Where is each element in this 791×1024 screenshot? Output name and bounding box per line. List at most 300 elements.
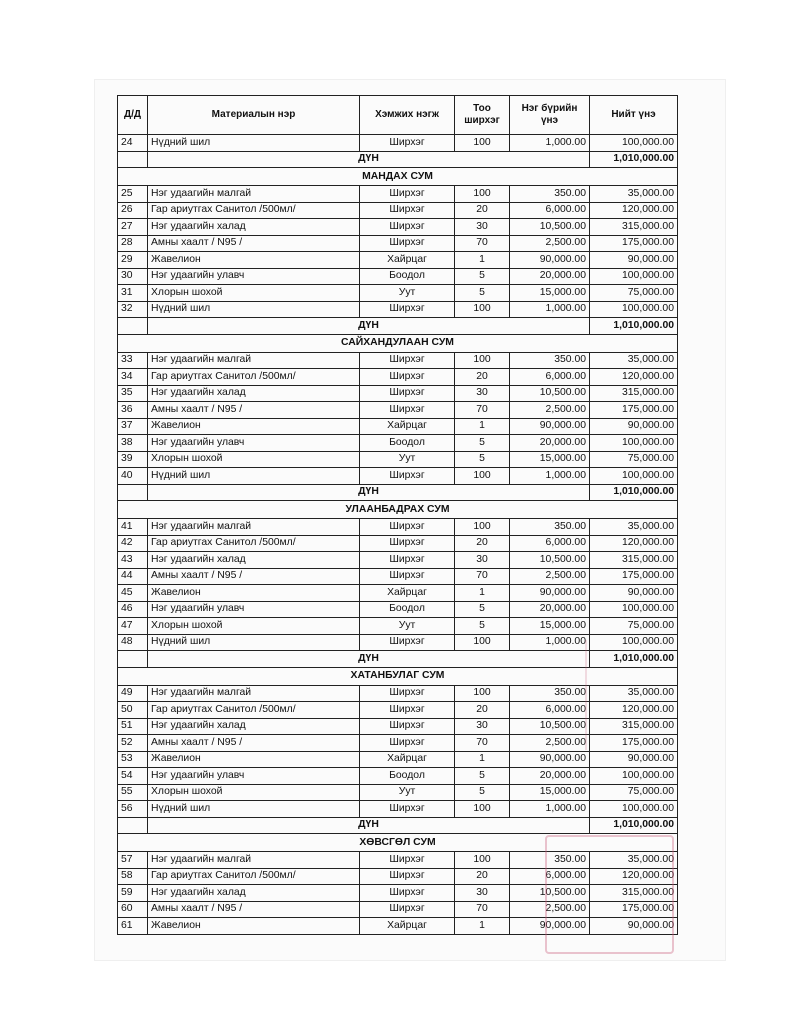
table-row: [118, 552, 678, 569]
header-unit: Хэмжих нэгж: [360, 96, 455, 135]
row-qty: 1: [455, 252, 510, 269]
row-price: 15,000.00: [510, 451, 590, 468]
row-no: 60: [118, 901, 148, 918]
row-qty: 1: [455, 918, 510, 935]
row-total: 100,000.00: [590, 601, 678, 618]
row-no: 40: [118, 468, 148, 485]
row-unit: Ширхэг: [360, 402, 455, 419]
row-name: Гар ариутгах Санитол /500мл/: [148, 868, 360, 885]
row-qty: 1: [455, 418, 510, 435]
row-qty: 30: [455, 552, 510, 569]
row-price: 6,000.00: [510, 202, 590, 219]
section-title: УЛААНБАДРАХ СУМ: [118, 501, 678, 519]
row-no: 57: [118, 852, 148, 869]
row-total: 120,000.00: [590, 202, 678, 219]
header-name: Материалын нэр: [148, 96, 360, 135]
table-row: [118, 568, 678, 585]
row-qty: 20: [455, 202, 510, 219]
row-price: 1,000.00: [510, 135, 590, 152]
row-unit: Боодол: [360, 768, 455, 785]
row-price: 350.00: [510, 186, 590, 203]
row-total: 90,000.00: [590, 418, 678, 435]
row-no: 45: [118, 585, 148, 602]
row-unit: Хайрцаг: [360, 918, 455, 935]
row-name: Нүдний шил: [148, 135, 360, 152]
row-no: 53: [118, 751, 148, 768]
row-unit: Ширхэг: [360, 901, 455, 918]
row-qty: 20: [455, 535, 510, 552]
row-qty: 30: [455, 219, 510, 236]
row-unit: Ширхэг: [360, 219, 455, 236]
row-qty: 100: [455, 685, 510, 702]
header-row: [118, 96, 678, 135]
row-total: 120,000.00: [590, 702, 678, 719]
row-unit: Ширхэг: [360, 885, 455, 902]
row-total: 100,000.00: [590, 634, 678, 651]
row-no: 34: [118, 369, 148, 386]
row-unit: Ширхэг: [360, 552, 455, 569]
row-price: 15,000.00: [510, 618, 590, 635]
row-qty: 5: [455, 784, 510, 801]
row-no: 37: [118, 418, 148, 435]
row-no: 28: [118, 235, 148, 252]
row-unit: Уут: [360, 451, 455, 468]
table-row: [118, 352, 678, 369]
row-total: 35,000.00: [590, 352, 678, 369]
table-row: [118, 784, 678, 801]
row-price: 2,500.00: [510, 568, 590, 585]
row-price: 90,000.00: [510, 751, 590, 768]
row-name: Нүдний шил: [148, 801, 360, 818]
table-row: [118, 235, 678, 252]
total-blank: [118, 817, 148, 834]
section-header: [118, 334, 678, 352]
row-qty: 70: [455, 735, 510, 752]
row-total: 100,000.00: [590, 801, 678, 818]
section-title: ХӨВСГӨЛ СУМ: [118, 834, 678, 852]
row-total: 90,000.00: [590, 585, 678, 602]
table-row: [118, 685, 678, 702]
materials-table: [117, 95, 678, 935]
total-row: [118, 651, 678, 668]
table-row: [118, 385, 678, 402]
row-qty: 100: [455, 634, 510, 651]
row-unit: Ширхэг: [360, 202, 455, 219]
row-total: 175,000.00: [590, 735, 678, 752]
row-price: 90,000.00: [510, 252, 590, 269]
row-price: 6,000.00: [510, 369, 590, 386]
row-name: Жавелион: [148, 585, 360, 602]
row-unit: Хайрцаг: [360, 418, 455, 435]
section-title: САЙХАНДУЛААН СУМ: [118, 334, 678, 352]
table-row: [118, 519, 678, 536]
row-unit: Боодол: [360, 601, 455, 618]
row-no: 51: [118, 718, 148, 735]
row-no: 31: [118, 285, 148, 302]
row-unit: Боодол: [360, 268, 455, 285]
row-unit: Уут: [360, 618, 455, 635]
row-no: 29: [118, 252, 148, 269]
row-name: Амны хаалт / N95 /: [148, 235, 360, 252]
table-row: [118, 252, 678, 269]
row-price: 10,500.00: [510, 718, 590, 735]
row-name: Нэг удаагийн халад: [148, 552, 360, 569]
row-name: Нэг удаагийн улавч: [148, 435, 360, 452]
table-row: [118, 801, 678, 818]
row-price: 90,000.00: [510, 418, 590, 435]
row-name: Нэг удаагийн малгай: [148, 186, 360, 203]
table-row: [118, 268, 678, 285]
row-no: 48: [118, 634, 148, 651]
row-name: Нэг удаагийн халад: [148, 219, 360, 236]
row-name: Хлорын шохой: [148, 451, 360, 468]
row-name: Хлорын шохой: [148, 618, 360, 635]
total-label: ДҮН: [148, 151, 590, 168]
row-name: Нэг удаагийн халад: [148, 385, 360, 402]
total-label: ДҮН: [148, 817, 590, 834]
row-unit: Ширхэг: [360, 369, 455, 386]
table-row: [118, 219, 678, 236]
row-unit: Хайрцаг: [360, 585, 455, 602]
row-name: Нэг удаагийн халад: [148, 718, 360, 735]
table-row: [118, 301, 678, 318]
row-name: Хлорын шохой: [148, 285, 360, 302]
row-name: Нэг удаагийн малгай: [148, 685, 360, 702]
section-title: ХАТАНБУЛАГ СУМ: [118, 667, 678, 685]
table-row: [118, 135, 678, 152]
row-no: 32: [118, 301, 148, 318]
row-total: 100,000.00: [590, 135, 678, 152]
total-value: 1,010,000.00: [590, 484, 678, 501]
row-qty: 5: [455, 268, 510, 285]
table-row: [118, 369, 678, 386]
row-total: 90,000.00: [590, 918, 678, 935]
row-price: 20,000.00: [510, 435, 590, 452]
row-no: 52: [118, 735, 148, 752]
header-price: Нэг бүрийн үнэ: [510, 96, 590, 135]
row-price: 20,000.00: [510, 768, 590, 785]
row-total: 75,000.00: [590, 618, 678, 635]
row-no: 49: [118, 685, 148, 702]
table-row: [118, 202, 678, 219]
row-total: 120,000.00: [590, 535, 678, 552]
row-name: Жавелион: [148, 751, 360, 768]
row-price: 350.00: [510, 685, 590, 702]
row-price: 6,000.00: [510, 702, 590, 719]
row-name: Нэг удаагийн малгай: [148, 852, 360, 869]
total-blank: [118, 651, 148, 668]
row-qty: 30: [455, 718, 510, 735]
total-label: ДҮН: [148, 651, 590, 668]
row-qty: 70: [455, 901, 510, 918]
table-row: [118, 285, 678, 302]
total-row: [118, 318, 678, 335]
row-name: Нэг удаагийн улавч: [148, 768, 360, 785]
row-price: 1,000.00: [510, 801, 590, 818]
row-no: 46: [118, 601, 148, 618]
row-name: Жавелион: [148, 918, 360, 935]
row-price: 6,000.00: [510, 868, 590, 885]
row-unit: Ширхэг: [360, 634, 455, 651]
row-total: 100,000.00: [590, 268, 678, 285]
row-qty: 100: [455, 301, 510, 318]
row-total: 175,000.00: [590, 568, 678, 585]
row-total: 35,000.00: [590, 519, 678, 536]
section-header: [118, 834, 678, 852]
table-row: [118, 402, 678, 419]
row-qty: 5: [455, 768, 510, 785]
row-unit: Ширхэг: [360, 135, 455, 152]
table-row: [118, 901, 678, 918]
row-price: 10,500.00: [510, 885, 590, 902]
row-no: 26: [118, 202, 148, 219]
row-unit: Ширхэг: [360, 685, 455, 702]
row-total: 175,000.00: [590, 901, 678, 918]
row-unit: Ширхэг: [360, 186, 455, 203]
row-price: 10,500.00: [510, 552, 590, 569]
row-price: 350.00: [510, 352, 590, 369]
row-total: 175,000.00: [590, 235, 678, 252]
table-row: [118, 435, 678, 452]
row-qty: 100: [455, 352, 510, 369]
section-title: МАНДАХ СУМ: [118, 168, 678, 186]
table-row: [118, 451, 678, 468]
row-price: 6,000.00: [510, 535, 590, 552]
row-qty: 30: [455, 385, 510, 402]
row-price: 2,500.00: [510, 735, 590, 752]
row-qty: 100: [455, 801, 510, 818]
row-name: Нүдний шил: [148, 468, 360, 485]
row-total: 315,000.00: [590, 885, 678, 902]
row-no: 47: [118, 618, 148, 635]
row-price: 1,000.00: [510, 468, 590, 485]
table-row: [118, 768, 678, 785]
row-name: Гар ариутгах Санитол /500мл/: [148, 202, 360, 219]
row-qty: 20: [455, 868, 510, 885]
row-qty: 70: [455, 402, 510, 419]
row-qty: 100: [455, 519, 510, 536]
section-header: [118, 501, 678, 519]
table-row: [118, 885, 678, 902]
table-row: [118, 718, 678, 735]
row-unit: Ширхэг: [360, 535, 455, 552]
row-qty: 100: [455, 468, 510, 485]
row-no: 25: [118, 186, 148, 203]
row-name: Гар ариутгах Санитол /500мл/: [148, 702, 360, 719]
row-price: 15,000.00: [510, 285, 590, 302]
row-qty: 100: [455, 186, 510, 203]
row-unit: Ширхэг: [360, 352, 455, 369]
row-total: 315,000.00: [590, 552, 678, 569]
row-no: 39: [118, 451, 148, 468]
row-price: 90,000.00: [510, 585, 590, 602]
row-price: 350.00: [510, 519, 590, 536]
row-no: 59: [118, 885, 148, 902]
row-no: 27: [118, 219, 148, 236]
row-price: 1,000.00: [510, 634, 590, 651]
row-unit: Хайрцаг: [360, 252, 455, 269]
row-name: Нэг удаагийн малгай: [148, 352, 360, 369]
row-name: Гар ариутгах Санитол /500мл/: [148, 369, 360, 386]
row-qty: 20: [455, 702, 510, 719]
row-no: 33: [118, 352, 148, 369]
table-row: [118, 868, 678, 885]
row-total: 75,000.00: [590, 285, 678, 302]
row-qty: 5: [455, 435, 510, 452]
row-total: 35,000.00: [590, 186, 678, 203]
total-value: 1,010,000.00: [590, 318, 678, 335]
row-name: Нүдний шил: [148, 301, 360, 318]
row-no: 41: [118, 519, 148, 536]
row-total: 100,000.00: [590, 301, 678, 318]
table-row: [118, 535, 678, 552]
row-no: 35: [118, 385, 148, 402]
row-price: 15,000.00: [510, 784, 590, 801]
row-qty: 5: [455, 451, 510, 468]
table-row: [118, 751, 678, 768]
row-total: 315,000.00: [590, 718, 678, 735]
row-unit: Боодол: [360, 435, 455, 452]
table-row: [118, 918, 678, 935]
row-price: 10,500.00: [510, 385, 590, 402]
row-name: Жавелион: [148, 418, 360, 435]
row-unit: Ширхэг: [360, 301, 455, 318]
row-unit: Ширхэг: [360, 702, 455, 719]
row-unit: Ширхэг: [360, 718, 455, 735]
total-row: [118, 151, 678, 168]
row-unit: Ширхэг: [360, 235, 455, 252]
row-unit: Ширхэг: [360, 868, 455, 885]
row-no: 42: [118, 535, 148, 552]
row-name: Нэг удаагийн халад: [148, 885, 360, 902]
row-no: 24: [118, 135, 148, 152]
row-unit: Хайрцаг: [360, 751, 455, 768]
row-no: 36: [118, 402, 148, 419]
row-total: 35,000.00: [590, 852, 678, 869]
table-row: [118, 852, 678, 869]
row-name: Амны хаалт / N95 /: [148, 568, 360, 585]
row-price: 20,000.00: [510, 601, 590, 618]
total-blank: [118, 484, 148, 501]
row-qty: 20: [455, 369, 510, 386]
row-name: Гар ариутгах Санитол /500мл/: [148, 535, 360, 552]
table-row: [118, 585, 678, 602]
total-row: [118, 484, 678, 501]
row-qty: 1: [455, 751, 510, 768]
total-row: [118, 817, 678, 834]
row-price: 90,000.00: [510, 918, 590, 935]
table-row: [118, 702, 678, 719]
row-unit: Ширхэг: [360, 801, 455, 818]
row-no: 58: [118, 868, 148, 885]
row-total: 35,000.00: [590, 685, 678, 702]
row-total: 120,000.00: [590, 369, 678, 386]
total-blank: [118, 318, 148, 335]
row-no: 44: [118, 568, 148, 585]
row-total: 90,000.00: [590, 252, 678, 269]
header-total: Нийт үнэ: [590, 96, 678, 135]
section-header: [118, 168, 678, 186]
row-total: 315,000.00: [590, 219, 678, 236]
row-price: 20,000.00: [510, 268, 590, 285]
row-total: 75,000.00: [590, 784, 678, 801]
row-price: 2,500.00: [510, 402, 590, 419]
total-blank: [118, 151, 148, 168]
row-name: Амны хаалт / N95 /: [148, 402, 360, 419]
row-no: 61: [118, 918, 148, 935]
total-value: 1,010,000.00: [590, 151, 678, 168]
row-total: 75,000.00: [590, 451, 678, 468]
row-price: 1,000.00: [510, 301, 590, 318]
row-total: 100,000.00: [590, 468, 678, 485]
row-name: Нэг удаагийн улавч: [148, 601, 360, 618]
total-value: 1,010,000.00: [590, 651, 678, 668]
row-qty: 5: [455, 285, 510, 302]
row-name: Нэг удаагийн малгай: [148, 519, 360, 536]
row-unit: Ширхэг: [360, 735, 455, 752]
row-qty: 30: [455, 885, 510, 902]
row-name: Хлорын шохой: [148, 784, 360, 801]
header-qty: Тоо ширхэг: [455, 96, 510, 135]
section-header: [118, 667, 678, 685]
row-name: Амны хаалт / N95 /: [148, 901, 360, 918]
row-no: 30: [118, 268, 148, 285]
header-no: Д/Д: [118, 96, 148, 135]
row-total: 100,000.00: [590, 768, 678, 785]
row-price: 10,500.00: [510, 219, 590, 236]
row-unit: Ширхэг: [360, 468, 455, 485]
row-unit: Ширхэг: [360, 385, 455, 402]
row-no: 56: [118, 801, 148, 818]
total-value: 1,010,000.00: [590, 817, 678, 834]
row-price: 350.00: [510, 852, 590, 869]
row-name: Жавелион: [148, 252, 360, 269]
total-label: ДҮН: [148, 318, 590, 335]
table-row: [118, 634, 678, 651]
row-no: 50: [118, 702, 148, 719]
row-qty: 70: [455, 568, 510, 585]
row-total: 100,000.00: [590, 435, 678, 452]
row-total: 90,000.00: [590, 751, 678, 768]
row-qty: 5: [455, 601, 510, 618]
row-name: Нүдний шил: [148, 634, 360, 651]
row-unit: Ширхэг: [360, 568, 455, 585]
row-qty: 100: [455, 852, 510, 869]
row-no: 54: [118, 768, 148, 785]
row-name: Амны хаалт / N95 /: [148, 735, 360, 752]
row-name: Нэг удаагийн улавч: [148, 268, 360, 285]
row-qty: 5: [455, 618, 510, 635]
row-qty: 1: [455, 585, 510, 602]
row-qty: 100: [455, 135, 510, 152]
row-no: 55: [118, 784, 148, 801]
row-no: 43: [118, 552, 148, 569]
row-unit: Уут: [360, 784, 455, 801]
row-price: 2,500.00: [510, 901, 590, 918]
table-row: [118, 618, 678, 635]
row-total: 175,000.00: [590, 402, 678, 419]
table-row: [118, 418, 678, 435]
row-no: 38: [118, 435, 148, 452]
table-row: [118, 601, 678, 618]
table-row: [118, 468, 678, 485]
row-price: 2,500.00: [510, 235, 590, 252]
row-unit: Уут: [360, 285, 455, 302]
row-unit: Ширхэг: [360, 519, 455, 536]
total-label: ДҮН: [148, 484, 590, 501]
row-unit: Ширхэг: [360, 852, 455, 869]
table-row: [118, 735, 678, 752]
